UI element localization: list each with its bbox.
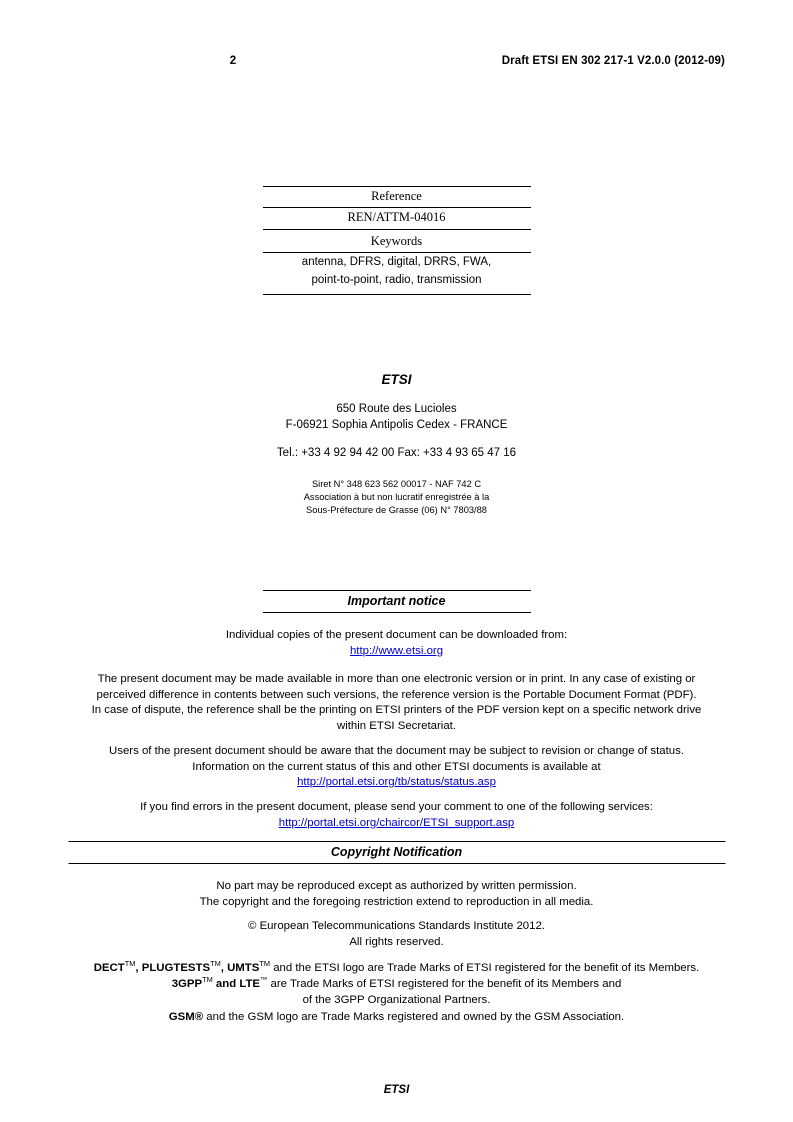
tm-gsm: GSM® (168, 1010, 204, 1023)
versions-line-1: The present document may be made available in more than one electronic version or in print. In any case of existing or (97, 673, 696, 685)
reference-rule-bottom (263, 229, 531, 230)
tm-plugtests: , PLUGTESTS (135, 962, 211, 974)
etsi-website-link[interactable]: http://www.etsi.org (349, 644, 444, 657)
tm-line1-tail: and the ETSI logo are Trade Marks of ETSI registered for the benefit of its Members. (270, 962, 700, 974)
tm-dect-sup: TM (124, 959, 136, 969)
copyright-rule-top (68, 841, 725, 842)
trademark-line-1 (0, 960, 793, 976)
legal-line-1: Siret N° 348 623 562 00017 - NAF 742 C (311, 479, 482, 489)
etsi-legal-info (0, 478, 793, 516)
versions-paragraph (0, 672, 793, 734)
tm-plugtests-sup: TM (210, 959, 221, 969)
trademark-line-3: of the 3GPP Organizational Partners. (302, 994, 491, 1007)
download-paragraph (0, 628, 793, 659)
copyright-rule-bottom (68, 863, 725, 864)
keywords-rule-bottom (263, 294, 531, 295)
errors-line-1: If you find errors in the present document, please send your comment to one of the following services: (140, 801, 653, 813)
important-notice-rule-bottom (263, 612, 531, 613)
trademark-line-4 (0, 1009, 793, 1025)
copyright-notice-heading (68, 841, 725, 868)
tm-lte-sup: ™ (260, 975, 268, 985)
tm-line2-tail: are Trade Marks of ETSI registered for the benefit of its Members and (267, 978, 622, 991)
copyright-line-1: © European Telecommunications Standards Institute 2012. (248, 920, 545, 932)
page-header (68, 55, 725, 67)
errors-paragraph (0, 800, 793, 831)
tm-3gpp-sup: TM (202, 975, 213, 985)
reproduce-line-1: No part may be reproduced except as authorized by written permission. (216, 880, 577, 892)
status-paragraph (0, 744, 793, 791)
keywords-label: Keywords (370, 234, 423, 248)
versions-line-2: perceived difference in contents between such versions, the reference version is the Portable Document Format (PDF). (96, 688, 697, 701)
keywords-line-2: point-to-point, radio, transmission (311, 274, 482, 287)
download-text: Individual copies of the present document can be downloaded from: (225, 629, 568, 641)
status-line-1: Users of the present document should be aware that the document may be subject to revision or change of status. (109, 745, 684, 757)
keywords-line-1: antenna, DFRS, digital, DRRS, FWA, (301, 256, 492, 268)
tm-umts: , UMTS (220, 962, 260, 974)
tm-line4-tail: and the GSM logo are Trade Marks registered and owned by the GSM Association. (203, 1010, 625, 1023)
page-number: 2 (229, 55, 237, 67)
legal-line-3: Sous-Préfecture de Grasse (06) N° 7803/88 (306, 504, 487, 515)
trademarks-paragraph (0, 960, 793, 1025)
tm-dect: DECT (93, 962, 125, 974)
important-notice-title: Important notice (347, 594, 446, 608)
reproduce-line-2: The copyright and the foregoing restriction extend to reproduction in all media. (199, 895, 594, 908)
status-line-2: Information on the current status of this and other ETSI documents is available at (192, 760, 601, 773)
status-portal-link[interactable]: http://portal.etsi.org/tb/status/status.asp (297, 776, 496, 788)
important-notice-heading (263, 590, 531, 617)
versions-line-4: within ETSI Secretariat. (336, 719, 456, 732)
address-line-2: F-06921 Sophia Antipolis Cedex - FRANCE (285, 418, 508, 431)
versions-line-3: In case of dispute, the reference shall be the printing on ETSI printers of the PDF version kept on a specific network drive (91, 704, 702, 716)
etsi-address (0, 402, 793, 433)
reference-block (263, 186, 531, 230)
copyright-paragraph (0, 919, 793, 950)
etsi-contact: Tel.: +33 4 92 94 42 00 Fax: +33 4 93 65 47 16 (276, 447, 517, 459)
important-notice-rule-top (263, 590, 531, 591)
support-portal-link[interactable]: http://portal.etsi.org/chaircor/ETSI_support.asp (278, 816, 515, 829)
reproduction-paragraph (0, 879, 793, 910)
tm-umts-sup: TM (259, 959, 271, 969)
etsi-wordmark: ETSI (381, 372, 412, 387)
tm-3gpp: 3GPP (171, 978, 203, 991)
copyright-notice-title: Copyright Notification (330, 845, 463, 859)
legal-line-2: Association à but non lucratif enregistrée à la (303, 491, 490, 502)
tm-lte: and LTE (212, 978, 260, 991)
address-line-1: 650 Route des Lucioles (336, 403, 457, 415)
copyright-line-2: All rights reserved. (349, 935, 444, 948)
keywords-block (263, 232, 531, 295)
reference-value: REN/ATTM-04016 (347, 210, 446, 224)
page-footer: ETSI (383, 1084, 410, 1096)
document-identifier: Draft ETSI EN 302 217-1 V2.0.0 (2012-09) (501, 55, 725, 67)
trademark-line-2 (0, 976, 793, 992)
reference-label: Reference (371, 189, 422, 203)
